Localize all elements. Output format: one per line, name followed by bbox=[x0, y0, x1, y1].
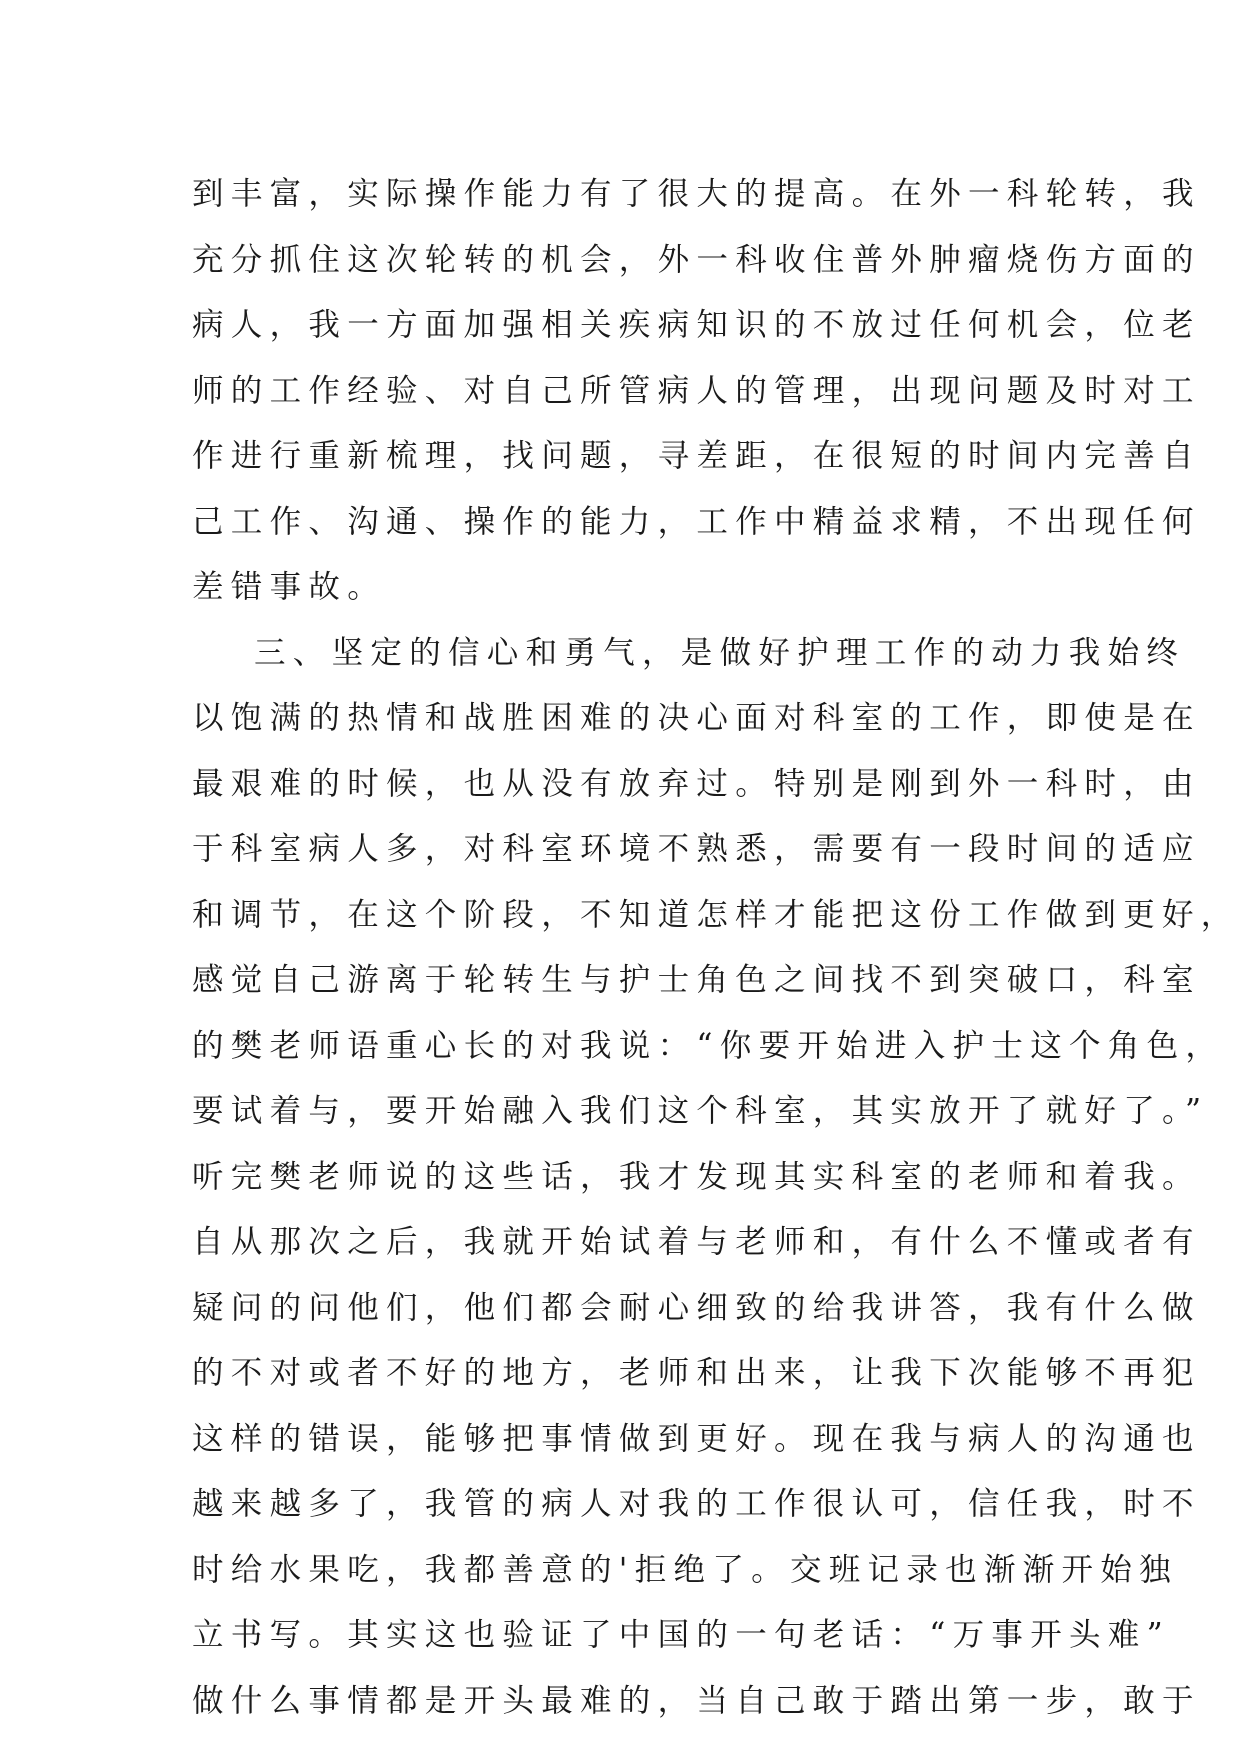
body-text bbox=[192, 162, 1240, 1734]
text-line: 感觉自己游离于轮转生与护士角色之间找不到突破口，科室 bbox=[192, 962, 1201, 998]
text-line: 病人，我一方面加强相关疾病知识的不放过任何机会，位老 bbox=[192, 307, 1201, 343]
text-line: 的樊老师语重心长的对我说：“你要开始进入护士这个角色， bbox=[192, 1027, 1225, 1064]
text-line: 的不对或者不好的地方，老师和出来，让我下次能够不再犯 bbox=[192, 1355, 1201, 1391]
text-line: 师的工作经验、对自己所管病人的管理，出现问题及时对工 bbox=[192, 372, 1201, 409]
text-line: 要试着与，要开始融入我们这个科室，其实放开了就好了。” bbox=[192, 1093, 1209, 1129]
text-line: 于科室病人多，对科室环境不熟悉，需要有一段时间的适应 bbox=[192, 831, 1201, 867]
text-line: 时给水果吃，我都善意的'拒绝了。交班记录也渐渐开始独 bbox=[192, 1551, 1178, 1588]
paragraph-start-line: 三、坚定的信心和勇气，是做好护理工作的动力我始终 bbox=[254, 634, 1186, 671]
text-line: 最艰难的时候，也从没有放弃过。特别是刚到外一科时，由 bbox=[192, 765, 1201, 802]
text-line: 到丰富，实际操作能力有了很大的提高。在外一科轮转，我 bbox=[192, 176, 1201, 212]
text-line: 充分抓住这次轮转的机会，外一科收住普外肿瘤烧伤方面的 bbox=[192, 241, 1201, 278]
text-line: 差错事故。 bbox=[192, 569, 387, 605]
text-line: 做什么事情都是开头最难的，当自己敢于踏出第一步，敢于 bbox=[192, 1682, 1201, 1719]
text-line: 自从那次之后，我就开始试着与老师和，有什么不懂或者有 bbox=[192, 1224, 1201, 1260]
text-line: 和调节，在这个阶段，不知道怎样才能把这份工作做到更好， bbox=[192, 896, 1240, 933]
text-line: 己工作、沟通、操作的能力，工作中精益求精，不出现任何 bbox=[192, 503, 1201, 540]
text-line: 听完樊老师说的这些话，我才发现其实科室的老师和着我。 bbox=[192, 1158, 1201, 1195]
text-line: 这样的错误，能够把事情做到更好。现在我与病人的沟通也 bbox=[192, 1420, 1201, 1457]
text-line: 作进行重新梳理，找问题，寻差距，在很短的时间内完善自 bbox=[192, 438, 1201, 474]
text-line: 疑问的问他们，他们都会耐心细致的给我讲答，我有什么做 bbox=[192, 1289, 1201, 1326]
text-line: 立书写。其实这也验证了中国的一句老话：“万事开头难” bbox=[192, 1617, 1171, 1653]
text-line: 越来越多了，我管的病人对我的工作很认可，信任我，时不 bbox=[192, 1486, 1201, 1522]
text-line: 以饱满的热情和战胜困难的决心面对科室的工作，即使是在 bbox=[192, 700, 1201, 736]
